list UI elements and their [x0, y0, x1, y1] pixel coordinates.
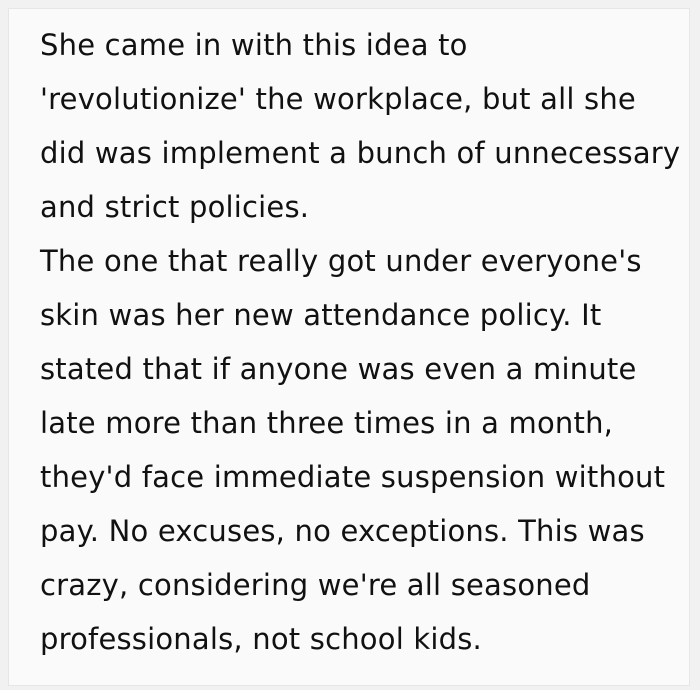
quote-card	[8, 8, 690, 686]
quote-line: late more than three times in a month,	[40, 406, 614, 440]
quote-line: professionals, not school kids.	[40, 622, 482, 656]
quote-line: crazy, considering we're all seasoned	[40, 568, 591, 602]
quote-line: did was implement a bunch of unnecessary	[40, 136, 681, 170]
quote-line: 'revolutionize' the workplace, but all she	[40, 82, 636, 116]
quote-line: stated that if anyone was even a minute	[40, 352, 637, 386]
quote-line: they'd face immediate suspension without	[40, 460, 666, 494]
quote-line: skin was her new attendance policy. It	[40, 298, 602, 332]
quote-line: pay. No excuses, no exceptions. This was	[40, 514, 645, 548]
quote-text-block	[9, 9, 689, 666]
quote-line: and strict policies.	[40, 190, 310, 224]
quote-line: The one that really got under everyone's	[40, 244, 642, 278]
quote-line: She came in with this idea to	[40, 28, 468, 62]
